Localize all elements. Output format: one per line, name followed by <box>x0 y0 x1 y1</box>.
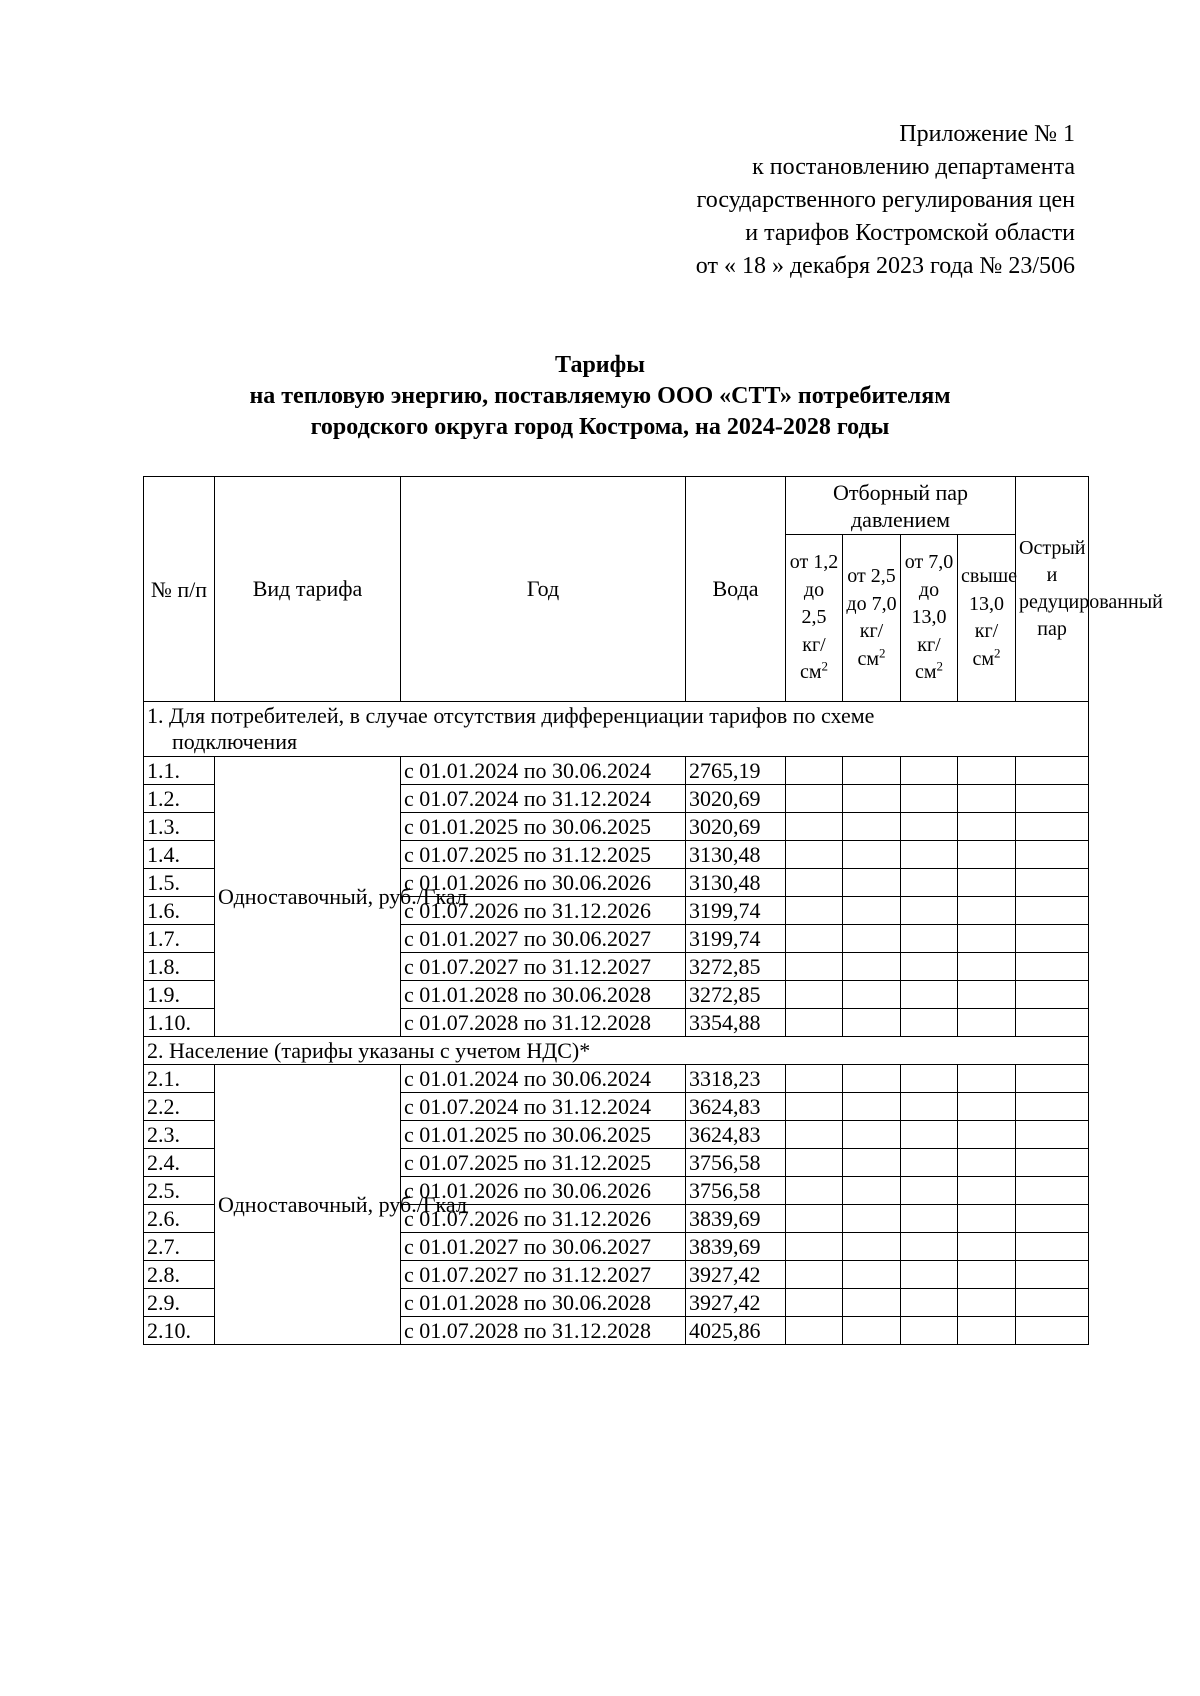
period-cell: с 01.07.2028 по 31.12.2028 <box>401 1317 686 1345</box>
row-number: 1.10. <box>144 1009 215 1037</box>
row-number: 1.8. <box>144 953 215 981</box>
empty-cell <box>843 1121 901 1149</box>
empty-cell <box>786 757 843 785</box>
empty-cell <box>786 981 843 1009</box>
empty-cell <box>958 925 1016 953</box>
header-sharp-steam: Острый и редуцированный пар <box>1016 477 1089 702</box>
title-line: городского округа город Кострома, на 2024-2028 годы <box>310 414 890 440</box>
empty-cell <box>901 1121 958 1149</box>
water-tariff-cell: 3624,83 <box>686 1121 786 1149</box>
empty-cell <box>786 1233 843 1261</box>
row-number: 2.5. <box>144 1177 215 1205</box>
empty-cell <box>1016 1065 1089 1093</box>
empty-cell <box>786 785 843 813</box>
row-number: 2.1. <box>144 1065 215 1093</box>
empty-cell <box>843 841 901 869</box>
title-line: Тарифы <box>555 352 645 378</box>
empty-cell <box>843 953 901 981</box>
empty-cell <box>786 1065 843 1093</box>
header-year: Год <box>401 477 686 702</box>
period-cell: с 01.07.2024 по 31.12.2024 <box>401 785 686 813</box>
empty-cell <box>786 1261 843 1289</box>
empty-cell <box>1016 897 1089 925</box>
empty-cell <box>786 1177 843 1205</box>
empty-cell <box>958 953 1016 981</box>
empty-cell <box>958 897 1016 925</box>
row-number: 1.7. <box>144 925 215 953</box>
empty-cell <box>1016 1317 1089 1345</box>
water-tariff-cell: 3272,85 <box>686 953 786 981</box>
empty-cell <box>786 953 843 981</box>
period-cell: с 01.01.2026 по 30.06.2026 <box>401 869 686 897</box>
empty-cell <box>958 981 1016 1009</box>
appendix-line: государственного регулирования цен <box>696 187 1075 213</box>
empty-cell <box>1016 1205 1089 1233</box>
period-cell: с 01.01.2026 по 30.06.2026 <box>401 1177 686 1205</box>
empty-cell <box>843 897 901 925</box>
header-tariff-kind: Вид тарифа <box>215 477 401 702</box>
empty-cell <box>786 925 843 953</box>
empty-cell <box>958 1289 1016 1317</box>
period-cell: с 01.07.2025 по 31.12.2025 <box>401 841 686 869</box>
empty-cell <box>958 813 1016 841</box>
empty-cell <box>901 925 958 953</box>
empty-cell <box>958 1009 1016 1037</box>
empty-cell <box>958 1261 1016 1289</box>
empty-cell <box>786 1121 843 1149</box>
empty-cell <box>786 841 843 869</box>
water-tariff-cell: 3624,83 <box>686 1093 786 1121</box>
water-tariff-cell: 3839,69 <box>686 1205 786 1233</box>
water-tariff-cell: 3354,88 <box>686 1009 786 1037</box>
empty-cell <box>843 869 901 897</box>
empty-cell <box>786 813 843 841</box>
section-title <box>144 702 1089 757</box>
empty-cell <box>1016 1177 1089 1205</box>
empty-cell <box>786 869 843 897</box>
water-tariff-cell: 3020,69 <box>686 785 786 813</box>
empty-cell <box>901 1149 958 1177</box>
period-cell: с 01.01.2025 по 30.06.2025 <box>401 1121 686 1149</box>
header-water: Вода <box>686 477 786 702</box>
empty-cell <box>843 1177 901 1205</box>
period-cell: с 01.01.2028 по 30.06.2028 <box>401 1289 686 1317</box>
water-tariff-cell: 3927,42 <box>686 1261 786 1289</box>
period-cell: с 01.01.2027 по 30.06.2027 <box>401 925 686 953</box>
empty-cell <box>786 1317 843 1345</box>
empty-cell <box>901 841 958 869</box>
water-tariff-cell: 4025,86 <box>686 1317 786 1345</box>
empty-cell <box>958 841 1016 869</box>
appendix-line: и тарифов Костромской области <box>745 220 1075 246</box>
row-number: 2.4. <box>144 1149 215 1177</box>
empty-cell <box>901 1205 958 1233</box>
row-number: 1.4. <box>144 841 215 869</box>
empty-cell <box>901 1317 958 1345</box>
empty-cell <box>958 1177 1016 1205</box>
section-title-line: подключения <box>172 729 298 754</box>
header-steam-group: Отборный пар давлением <box>786 477 1016 535</box>
empty-cell <box>1016 1289 1089 1317</box>
row-number: 2.2. <box>144 1093 215 1121</box>
empty-cell <box>1016 925 1089 953</box>
empty-cell <box>901 813 958 841</box>
row-number: 2.10. <box>144 1317 215 1345</box>
empty-cell <box>843 1289 901 1317</box>
empty-cell <box>901 1233 958 1261</box>
period-cell: с 01.01.2025 по 30.06.2025 <box>401 813 686 841</box>
empty-cell <box>901 953 958 981</box>
empty-cell <box>843 981 901 1009</box>
section-title-line: 2. Население (тарифы указаны с учетом НДС)* <box>147 1037 591 1063</box>
period-cell: с 01.01.2024 по 30.06.2024 <box>401 757 686 785</box>
empty-cell <box>843 1317 901 1345</box>
water-tariff-cell: 3020,69 <box>686 813 786 841</box>
empty-cell <box>1016 813 1089 841</box>
empty-cell <box>1016 841 1089 869</box>
empty-cell <box>901 1065 958 1093</box>
document-title <box>0 350 1200 443</box>
table-row <box>144 1065 1089 1093</box>
empty-cell <box>1016 785 1089 813</box>
row-number: 1.1. <box>144 757 215 785</box>
empty-cell <box>958 1121 1016 1149</box>
empty-cell <box>958 757 1016 785</box>
period-cell: с 01.01.2027 по 30.06.2027 <box>401 1233 686 1261</box>
period-cell: с 01.07.2027 по 31.12.2027 <box>401 1261 686 1289</box>
row-number: 2.8. <box>144 1261 215 1289</box>
water-tariff-cell: 3272,85 <box>686 981 786 1009</box>
empty-cell <box>1016 1009 1089 1037</box>
empty-cell <box>1016 1233 1089 1261</box>
water-tariff-cell: 3130,48 <box>686 869 786 897</box>
header-steam-1: от 1,2 до 2,5 $кг/см^2$ <box>786 535 843 702</box>
empty-cell <box>843 1009 901 1037</box>
water-tariff-cell: 3199,74 <box>686 925 786 953</box>
row-number: 1.5. <box>144 869 215 897</box>
empty-cell <box>843 925 901 953</box>
section-header-row <box>144 702 1089 757</box>
header-steam-2: от 2,5 до 7,0 $кг/см^2$ <box>843 535 901 702</box>
empty-cell <box>901 757 958 785</box>
empty-cell <box>1016 869 1089 897</box>
empty-cell <box>786 1009 843 1037</box>
title-line: на тепловую энергию, поставляемую ООО «СТТ» потребителям <box>249 383 951 409</box>
empty-cell <box>843 1065 901 1093</box>
water-tariff-cell: 2765,19 <box>686 757 786 785</box>
empty-cell <box>1016 953 1089 981</box>
water-tariff-cell: 3756,58 <box>686 1177 786 1205</box>
period-cell: с 01.07.2024 по 31.12.2024 <box>401 1093 686 1121</box>
empty-cell <box>786 1289 843 1317</box>
header-steam-4: свыше 13,0 $кг/см^2$ <box>958 535 1016 702</box>
empty-cell <box>901 869 958 897</box>
row-number: 1.2. <box>144 785 215 813</box>
row-number: 1.9. <box>144 981 215 1009</box>
tariff-table <box>143 476 1163 1345</box>
water-tariff-cell: 3839,69 <box>686 1233 786 1261</box>
appendix-line: от « 18 » декабря 2023 года № 23/506 <box>695 253 1075 279</box>
water-tariff-cell: 3199,74 <box>686 897 786 925</box>
empty-cell <box>843 1233 901 1261</box>
empty-cell <box>901 1177 958 1205</box>
period-cell: с 01.07.2028 по 31.12.2028 <box>401 1009 686 1037</box>
empty-cell <box>1016 1121 1089 1149</box>
row-number: 2.3. <box>144 1121 215 1149</box>
empty-cell <box>901 1289 958 1317</box>
empty-cell <box>786 1149 843 1177</box>
period-cell: с 01.07.2025 по 31.12.2025 <box>401 1149 686 1177</box>
empty-cell <box>901 897 958 925</box>
empty-cell <box>958 1065 1016 1093</box>
header-steam-3: от 7,0 до 13,0 $кг/см^2$ <box>901 535 958 702</box>
header-num: № п/п <box>144 477 215 702</box>
empty-cell <box>1016 1261 1089 1289</box>
tariff-kind-cell: Одноставочный, руб./Гкал <box>215 757 401 1037</box>
water-tariff-cell: 3130,48 <box>686 841 786 869</box>
empty-cell <box>843 813 901 841</box>
period-cell: с 01.07.2027 по 31.12.2027 <box>401 953 686 981</box>
row-number: 1.3. <box>144 813 215 841</box>
section-header-row <box>144 1037 1089 1065</box>
empty-cell <box>1016 1149 1089 1177</box>
empty-cell <box>843 1205 901 1233</box>
row-number: 2.7. <box>144 1233 215 1261</box>
row-number: 2.6. <box>144 1205 215 1233</box>
empty-cell <box>901 1009 958 1037</box>
empty-cell <box>901 981 958 1009</box>
table-body <box>144 702 1089 1345</box>
table-row <box>144 757 1089 785</box>
tariff-kind-cell: Одноставочный, руб./Гкал <box>215 1065 401 1345</box>
appendix-line: Приложение № 1 <box>899 121 1075 147</box>
section-title <box>144 1037 1089 1065</box>
empty-cell <box>958 1205 1016 1233</box>
period-cell: с 01.01.2024 по 30.06.2024 <box>401 1065 686 1093</box>
period-cell: с 01.07.2026 по 31.12.2026 <box>401 897 686 925</box>
empty-cell <box>958 785 1016 813</box>
water-tariff-cell: 3318,23 <box>686 1065 786 1093</box>
empty-cell <box>843 785 901 813</box>
empty-cell <box>1016 1093 1089 1121</box>
empty-cell <box>1016 981 1089 1009</box>
empty-cell <box>843 1149 901 1177</box>
row-number: 2.9. <box>144 1289 215 1317</box>
empty-cell <box>958 1317 1016 1345</box>
appendix-header <box>696 118 1075 283</box>
empty-cell <box>958 869 1016 897</box>
row-number: 1.6. <box>144 897 215 925</box>
empty-cell <box>786 1093 843 1121</box>
empty-cell <box>958 1149 1016 1177</box>
empty-cell <box>958 1093 1016 1121</box>
empty-cell <box>901 1093 958 1121</box>
empty-cell <box>958 1233 1016 1261</box>
empty-cell <box>901 785 958 813</box>
empty-cell <box>901 1261 958 1289</box>
water-tariff-cell: 3756,58 <box>686 1149 786 1177</box>
water-tariff-cell: 3927,42 <box>686 1289 786 1317</box>
empty-cell <box>843 1093 901 1121</box>
section-title-line: 1. Для потребителей, в случае отсутствия дифференциации тарифов по схеме <box>147 703 875 728</box>
empty-cell <box>843 757 901 785</box>
period-cell: с 01.01.2028 по 30.06.2028 <box>401 981 686 1009</box>
period-cell: с 01.07.2026 по 31.12.2026 <box>401 1205 686 1233</box>
empty-cell <box>786 1205 843 1233</box>
empty-cell <box>1016 757 1089 785</box>
appendix-line: к постановлению департамента <box>752 154 1075 180</box>
empty-cell <box>843 1261 901 1289</box>
empty-cell <box>786 897 843 925</box>
